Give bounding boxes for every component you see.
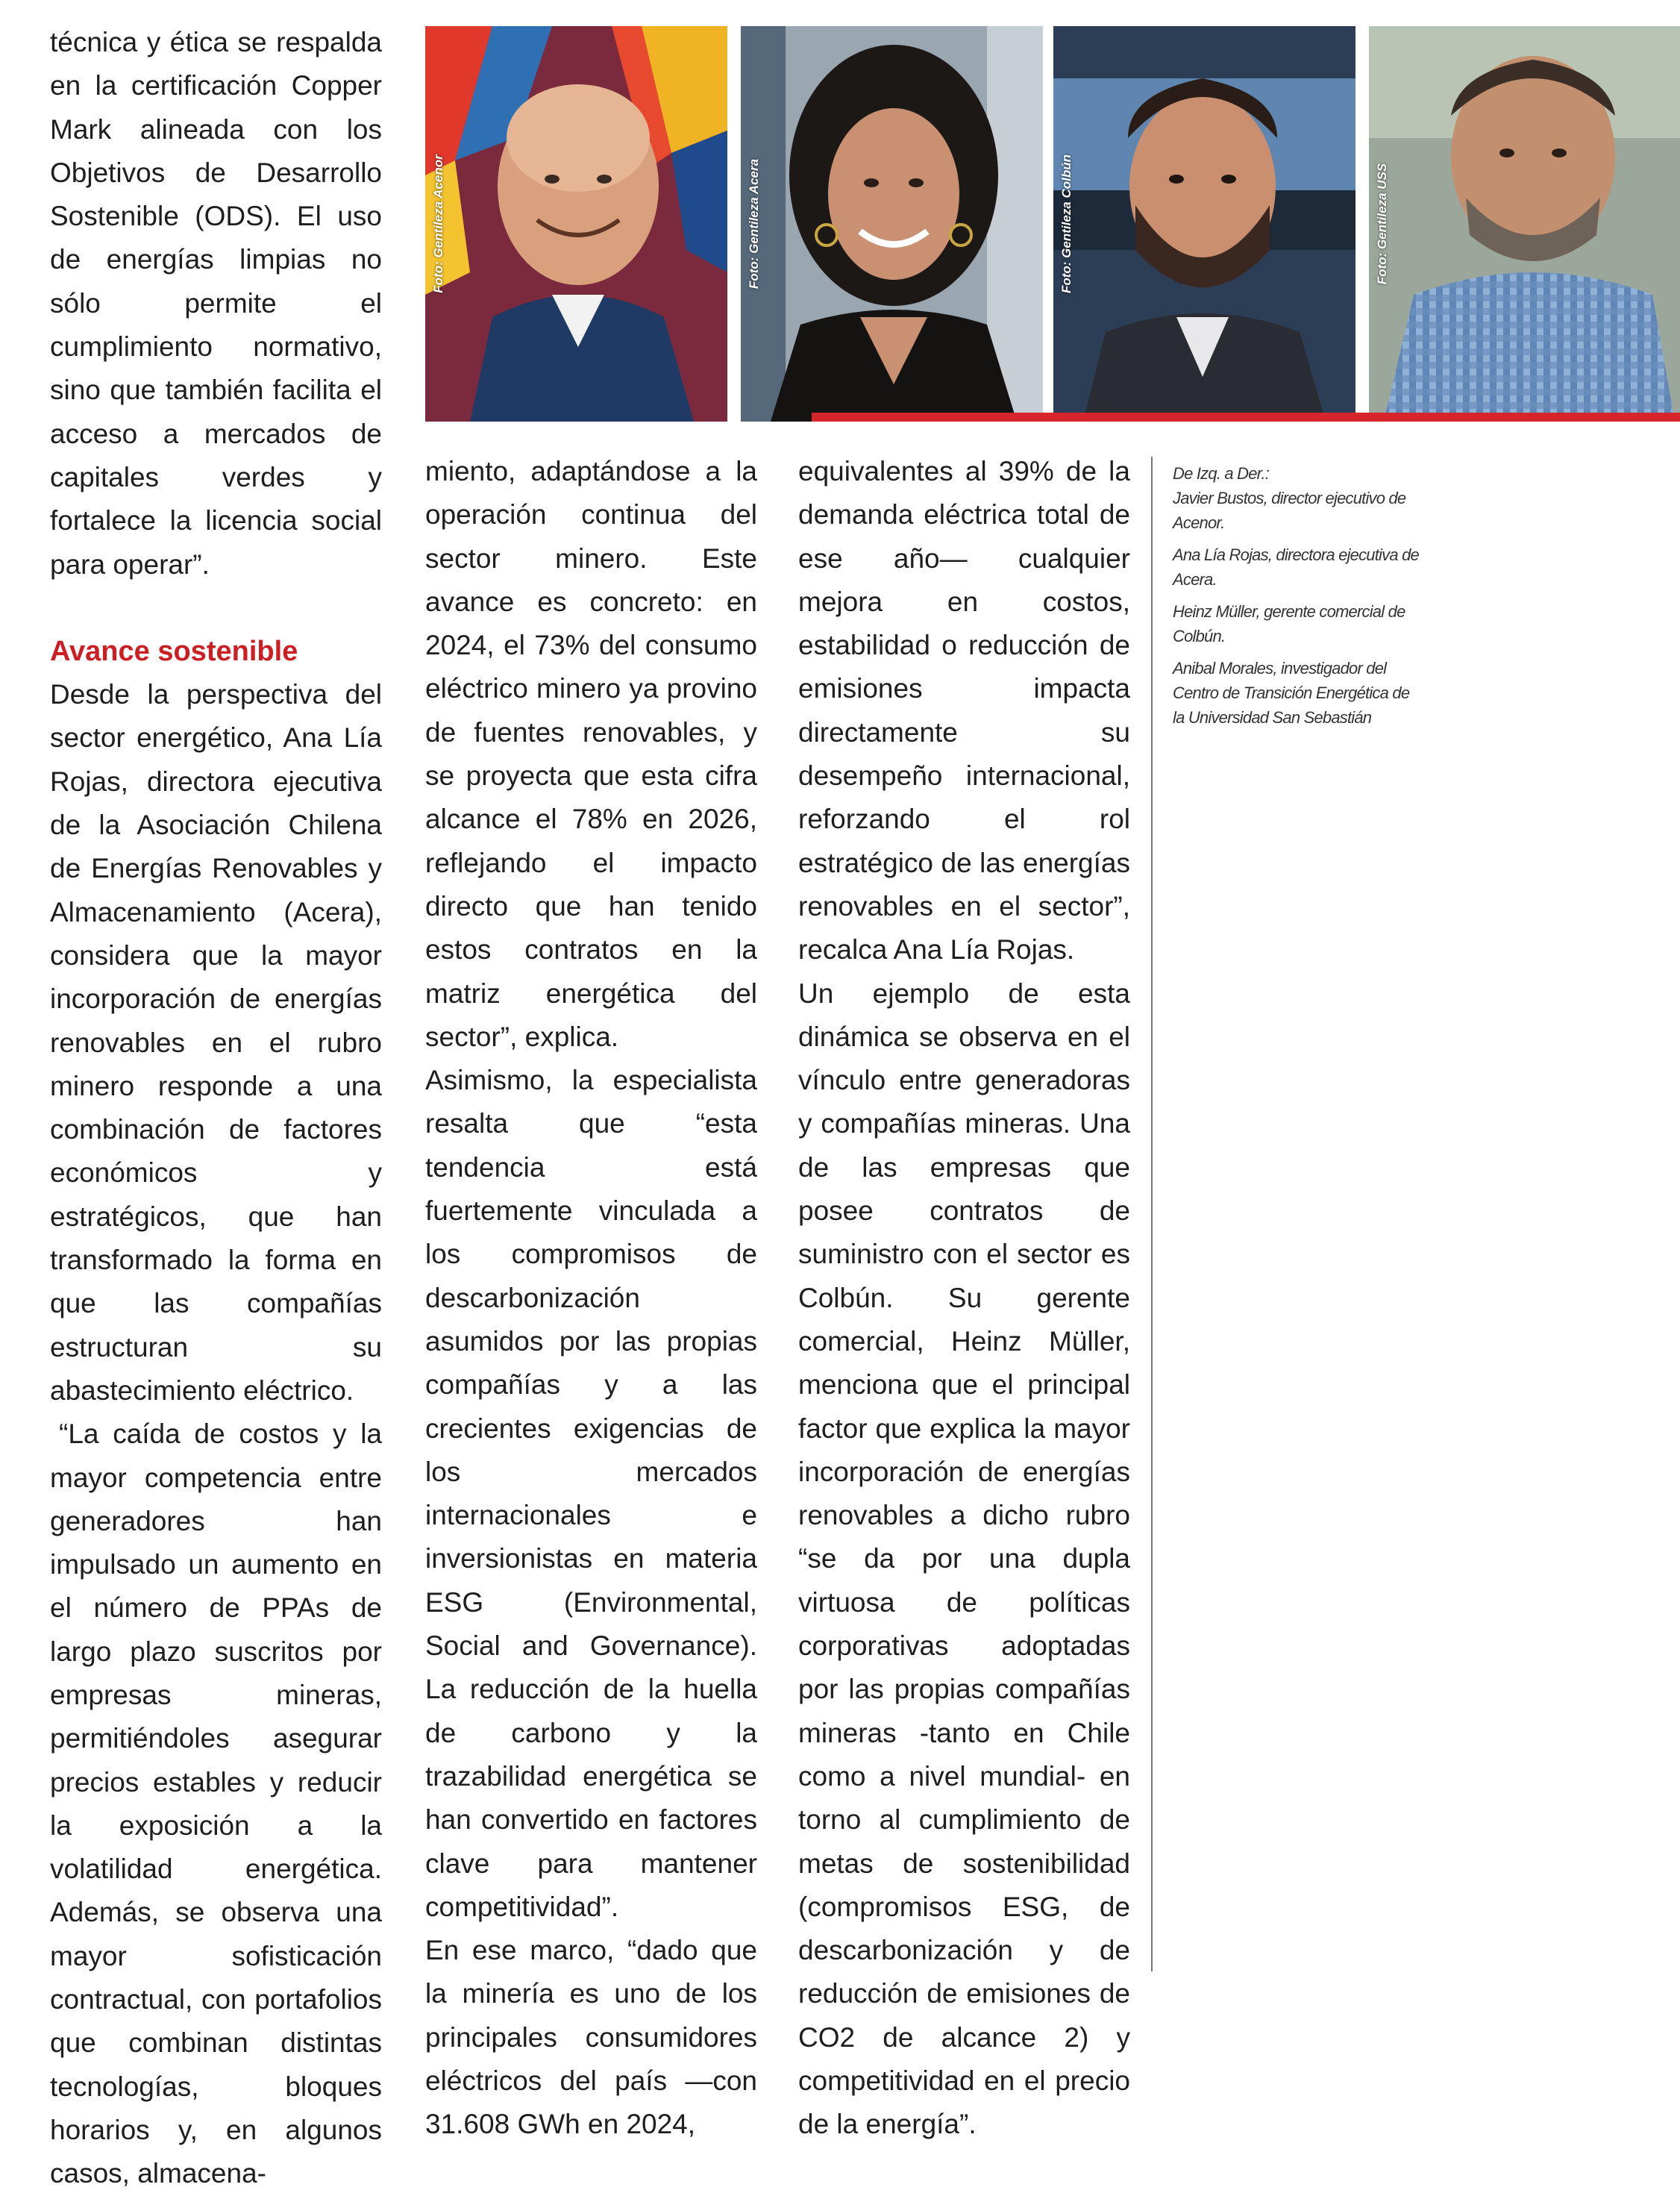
paragraph: “La caída de costos y la mayor competencia entre generadores han impulsado un aumento en el número de PPAs de largo plazo suscritos por empresas mineras, permitiéndoles asegurar precios estables y reducir la exposición a la volatilidad energética. Además, se observa una mayor sofisticación contractual, con portafolios que combinan distintas tecnologías, bloques horarios y, en algunos casos, almacena-	[50, 1418, 382, 2189]
photo-credit: Foto: Gentileza USS	[1375, 163, 1389, 285]
photo-heinz-muller	[1053, 26, 1355, 422]
caption-item: Anibal Morales, investigador del Centro de Transición Energética de la Universidad San Sebastián	[1173, 659, 1410, 727]
photo-javier-bustos	[425, 26, 727, 422]
article-column-3	[798, 450, 1130, 2147]
accent-bar	[812, 413, 1680, 422]
column-divider	[1151, 457, 1153, 1971]
photo-anibal-morales	[1369, 26, 1680, 422]
caption-item: Javier Bustos, director ejecutivo de Acenor.	[1173, 489, 1406, 532]
photo-credit: Foto: Gentileza Acera	[747, 158, 761, 290]
paragraph: equivalentes al 39% de la demanda eléctrica total de ese año— cualquier mejora en costos, estabilidad o reducción de emisiones impacta directamente su desempeño internacional, reforzando el rol estratégico de las energías renovables en el sector”, recalca Ana Lía Rojas.	[798, 456, 1130, 966]
paragraph: técnica y ética se respalda en la certificación Copper Mark alineada con los Objetivos de Desarrollo Sostenible (ODS). El uso de energías limpias no sólo permite el cumplimiento normativo, sino que también facilita el acceso a mercados de capitales verdes y fortalece la licencia social para operar”.	[50, 27, 382, 580]
paragraph: Desde la perspectiva del sector energético, Ana Lía Rojas, directora ejecutiva de la Asociación Chilena de Energías Renovables y Almacenamiento (Acera), considera que la mayor incorporación de energías renovables en el rubro minero responde a una combinación de factores económicos y estratégicos, que han transformado la forma en que las compañías estructuran su abastecimiento eléctrico.	[50, 679, 382, 1406]
caption-item: Heinz Müller, gerente comercial de Colbún.	[1173, 602, 1405, 645]
article-column-1	[50, 21, 382, 2196]
caption-item: Ana Lía Rojas, directora ejecutiva de Acera.	[1173, 545, 1419, 589]
paragraph: miento, adaptándose a la operación continua del sector minero. Este avance es concreto: en 2024, el 73% del consumo eléctrico minero ya provino de fuentes renovables, y se proyecta que esta cifra alcance el 78% en 2026, reflejando el impacto directo que han tenido estos contratos en la matriz energética del sector”, explica.	[425, 456, 757, 1052]
caption-heading: De Izq. a Der.:	[1173, 464, 1270, 483]
photo-credit: Foto: Gentileza Acenor	[431, 154, 445, 293]
section-subheading: Avance sostenible	[50, 635, 298, 667]
paragraph: Un ejemplo de esta dinámica se observa en el vínculo entre generadoras y compañías mineras. Una de las empresas que posee contratos de suministro con el sector es Colbún. Su gerente comercial, Heinz Müller, menciona que el principal factor que explica la mayor incorporación de energías renovables a dicho rubro “se da por una dupla virtuosa de políticas corporativas adoptadas por las propias compañías mineras -tanto en Chile como a nivel mundial- en torno al cumplimiento de metas de sostenibilidad (compromisos ESG, de descarbonización y de reducción de emisiones de CO2 de alcance 2) y competitividad en el precio de la energía”.	[798, 977, 1130, 2140]
paragraph: En ese marco, “dado que la minería es uno de los principales consumidores eléctricos del país —con 31.608 GWh en 2024,	[425, 1935, 757, 2140]
article-column-2	[425, 450, 757, 2147]
photo-caption	[1173, 461, 1419, 737]
photo-ana-lia-rojas	[741, 26, 1043, 422]
paragraph: Asimismo, la especialista resalta que “esta tendencia está fuertemente vinculada a los compromisos de descarbonización asumidos por las propias compañías y a las crecientes exigencias de los mercados internacionales e inversionistas en materia ESG (Environmental, Social and Governance). La reducción de la huella de carbono y la trazabilidad energética se han convertido en factores clave para mantener competitividad”.	[425, 1065, 757, 1922]
photo-credit: Foto: Gentileza Colbún	[1059, 154, 1073, 294]
